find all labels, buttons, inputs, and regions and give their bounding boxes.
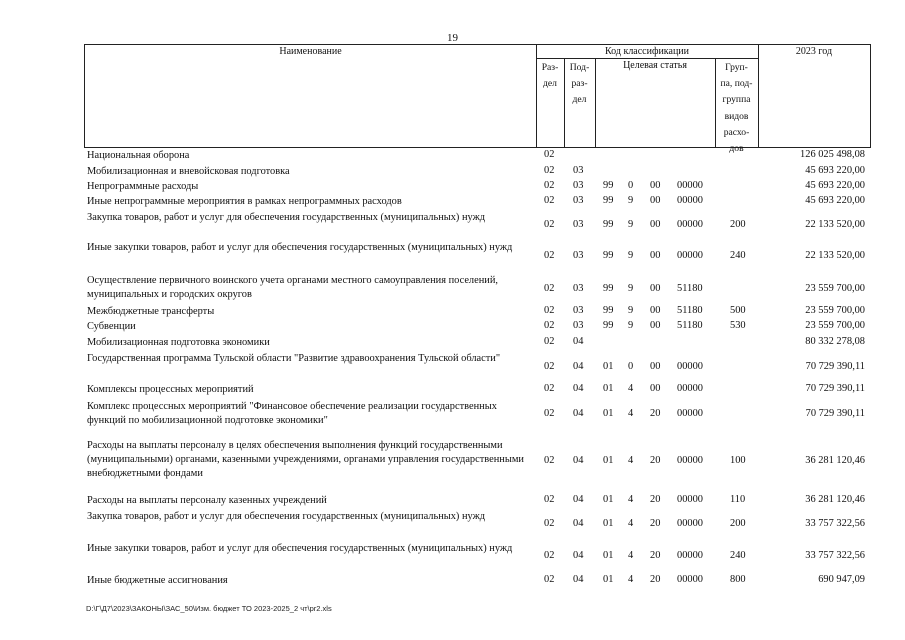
amount-cell: 70 729 390,11 [805,361,865,372]
row-name: Иные непрограммные мероприятия в рамках непрограммных расходов [87,196,402,207]
podrazdel-cell: 04 [573,518,584,529]
target-direction-cell: 20 [650,494,661,505]
target-direction-cell: 20 [650,574,661,585]
target-direction-cell: 00 [650,250,661,261]
podrazdel-cell: 04 [573,336,584,347]
podrazdel-cell: 03 [573,305,584,316]
file-path-footer: D:\Г\Д7\2023\ЗАКОНЫ\ЗАС_50\Изм. бюджет ТО 2023-2025_2 чт\pr2.xls [86,604,332,613]
group-header-line: расхо- [723,126,750,138]
row-name: Мобилизационная и вневойсковая подготовка [87,166,290,177]
target-code-cell: 00000 [677,195,703,206]
group-cell: 110 [730,494,746,505]
target-program-cell: 01 [603,455,614,466]
amount-cell: 23 559 700,00 [805,320,865,331]
target-type-cell: 0 [628,361,634,372]
razdel-cell: 02 [544,550,555,561]
target-type-cell: 9 [628,305,634,316]
target-type-cell: 4 [628,455,634,466]
razdel-cell: 02 [544,361,555,372]
razdel-cell: 02 [544,408,555,419]
row-name: Непрограммные расходы [87,181,199,192]
razdel-header-line: дел [543,78,557,90]
target-program-cell: 01 [603,361,614,372]
razdel-cell: 02 [544,518,555,529]
row-name: Мобилизационная подготовка экономики [87,337,270,348]
target-type-cell: 9 [628,195,634,206]
target-code-cell: 00000 [677,550,703,561]
target-code-cell: 00000 [677,250,703,261]
target-direction-cell: 20 [650,550,661,561]
target-direction-cell: 00 [650,283,661,294]
target-type-cell: 4 [628,574,634,585]
target-direction-cell: 00 [650,320,661,331]
podrazdel-cell: 03 [573,180,584,191]
group-cell: 240 [730,250,746,261]
group-cell: 200 [730,219,746,230]
target-code-cell: 51180 [677,320,703,331]
row-name: Иные закупки товаров, работ и услуг для обеспечения государственных (муниципальных) нужд [87,242,513,253]
group-header-line: Груп- [725,62,748,73]
group-header-line: па, под- [720,78,753,90]
target-program-cell: 01 [603,408,614,419]
target-code-cell: 00000 [677,219,703,230]
podrazdel-header-line: дел [572,94,587,106]
target-direction-cell: 20 [650,455,661,466]
target-direction-cell: 20 [650,518,661,529]
podrazdel-cell: 03 [573,195,584,206]
row-name: Закупка товаров, работ и услуг для обеспечения государственных (муниципальных) нужд [87,511,486,522]
target-code-cell: 51180 [677,305,703,316]
razdel-cell: 02 [544,149,555,160]
target-program-cell: 99 [603,180,614,191]
amount-cell: 36 281 120,46 [805,455,865,466]
razdel-cell: 02 [544,219,555,230]
target-program-cell: 01 [603,574,614,585]
target-program-cell: 99 [603,320,614,331]
amount-cell: 22 133 520,00 [805,250,865,261]
row-name: Закупка товаров, работ и услуг для обеспечения государственных (муниципальных) нужд [87,212,486,223]
target-code-cell: 00000 [677,408,703,419]
target-direction-cell: 00 [650,180,661,191]
amount-cell: 45 693 220,00 [805,165,865,176]
razdel-cell: 02 [544,180,555,191]
target-direction-cell: 00 [650,305,661,316]
razdel-cell: 02 [544,305,555,316]
target-program-cell: 01 [603,518,614,529]
row-name: Расходы на выплаты персоналу в целях обеспечения выполнения функций государственными (муниципальными) органами, казенными учреждениями, органами управления государственными внебюджетными фондами [87,440,524,479]
target-code-cell: 00000 [677,180,703,191]
target-direction-cell: 20 [650,408,661,419]
podrazdel-cell: 03 [573,320,584,331]
podrazdel-cell: 04 [573,550,584,561]
razdel-cell: 02 [544,283,555,294]
target-type-cell: 4 [628,494,634,505]
razdel-cell: 02 [544,165,555,176]
row-name: Иные закупки товаров, работ и услуг для обеспечения государственных (муниципальных) нужд [87,543,513,554]
podrazdel-header-line: Под- [569,62,590,73]
row-name: Государственная программа Тульской области "Развитие здравоохранения Тульской области" [87,353,501,364]
podrazdel-cell: 04 [573,494,584,505]
row-name: Осуществление первичного воинского учета органами местного самоуправления поселений, муниципальных и городских округов [87,275,499,300]
target-program-cell: 99 [603,219,614,230]
amount-cell: 126 025 498,08 [800,149,865,160]
amount-cell: 23 559 700,00 [805,283,865,294]
row-name: Межбюджетные трансферты [87,306,215,317]
group-header-line: видов [724,110,749,122]
target-direction-cell: 00 [650,383,661,394]
group-header-line: дов [729,143,744,155]
target-type-cell: 9 [628,320,634,331]
target-program-cell: 01 [603,383,614,394]
amount-cell: 80 332 278,08 [805,336,865,347]
year-column-header: 2023 год [795,46,833,57]
amount-cell: 33 757 322,56 [805,518,865,529]
amount-cell: 23 559 700,00 [805,305,865,316]
podrazdel-cell: 04 [573,361,584,372]
podrazdel-cell: 04 [573,408,584,419]
razdel-header-line: Раз- [541,62,559,73]
target-program-cell: 99 [603,250,614,261]
razdel-cell: 02 [544,383,555,394]
amount-cell: 36 281 120,46 [805,494,865,505]
amount-cell: 33 757 322,56 [805,550,865,561]
target-program-cell: 99 [603,305,614,316]
target-type-cell: 0 [628,180,634,191]
target-article-header: Целевая статья [623,60,687,71]
target-type-cell: 4 [628,408,634,419]
razdel-cell: 02 [544,494,555,505]
target-type-cell: 9 [628,283,634,294]
podrazdel-header-line: раз- [571,78,588,90]
podrazdel-cell: 04 [573,383,584,394]
podrazdel-cell: 04 [573,455,584,466]
target-code-cell: 00000 [677,574,703,585]
podrazdel-cell: 03 [573,219,584,230]
podrazdel-cell: 03 [573,250,584,261]
razdel-cell: 02 [544,455,555,466]
razdel-cell: 02 [544,320,555,331]
group-cell: 530 [730,320,746,331]
amount-cell: 45 693 220,00 [805,195,865,206]
target-program-cell: 01 [603,550,614,561]
target-type-cell: 4 [628,518,634,529]
target-program-cell: 99 [603,195,614,206]
page-number: 19 [447,32,458,44]
amount-cell: 22 133 520,00 [805,219,865,230]
target-program-cell: 01 [603,494,614,505]
target-direction-cell: 00 [650,195,661,206]
group-header-line: группа [722,94,751,106]
target-code-cell: 51180 [677,283,703,294]
target-type-cell: 9 [628,250,634,261]
group-cell: 100 [730,455,746,466]
target-code-cell: 00000 [677,494,703,505]
target-code-cell: 00000 [677,361,703,372]
row-name: Комплексы процессных мероприятий [87,384,254,395]
row-name: Субвенции [87,321,136,332]
group-cell: 500 [730,305,746,316]
target-direction-cell: 00 [650,219,661,230]
code-column-header: Код классификации [604,46,690,57]
amount-cell: 690 947,09 [818,574,865,585]
target-program-cell: 99 [603,283,614,294]
razdel-cell: 02 [544,250,555,261]
group-cell: 240 [730,550,746,561]
row-name: Комплекс процессных мероприятий "Финансовое обеспечение реализации государственных функций по мобилизационной подготовке экономики" [87,401,497,426]
podrazdel-cell: 03 [573,283,584,294]
target-direction-cell: 00 [650,361,661,372]
target-code-cell: 00000 [677,383,703,394]
target-type-cell: 9 [628,219,634,230]
podrazdel-cell: 03 [573,165,584,176]
row-name: Иные бюджетные ассигнования [87,575,228,586]
amount-cell: 70 729 390,11 [805,383,865,394]
target-code-cell: 00000 [677,518,703,529]
target-code-cell: 00000 [677,455,703,466]
target-type-cell: 4 [628,383,634,394]
target-type-cell: 4 [628,550,634,561]
group-cell: 200 [730,518,746,529]
razdel-cell: 02 [544,574,555,585]
amount-cell: 70 729 390,11 [805,408,865,419]
razdel-cell: 02 [544,195,555,206]
amount-cell: 45 693 220,00 [805,180,865,191]
podrazdel-cell: 04 [573,574,584,585]
row-name: Расходы на выплаты персоналу казенных учреждений [87,495,327,506]
row-name: Национальная оборона [87,150,190,161]
razdel-cell: 02 [544,336,555,347]
group-cell: 800 [730,574,746,585]
name-column-header: Наименование [279,46,342,57]
